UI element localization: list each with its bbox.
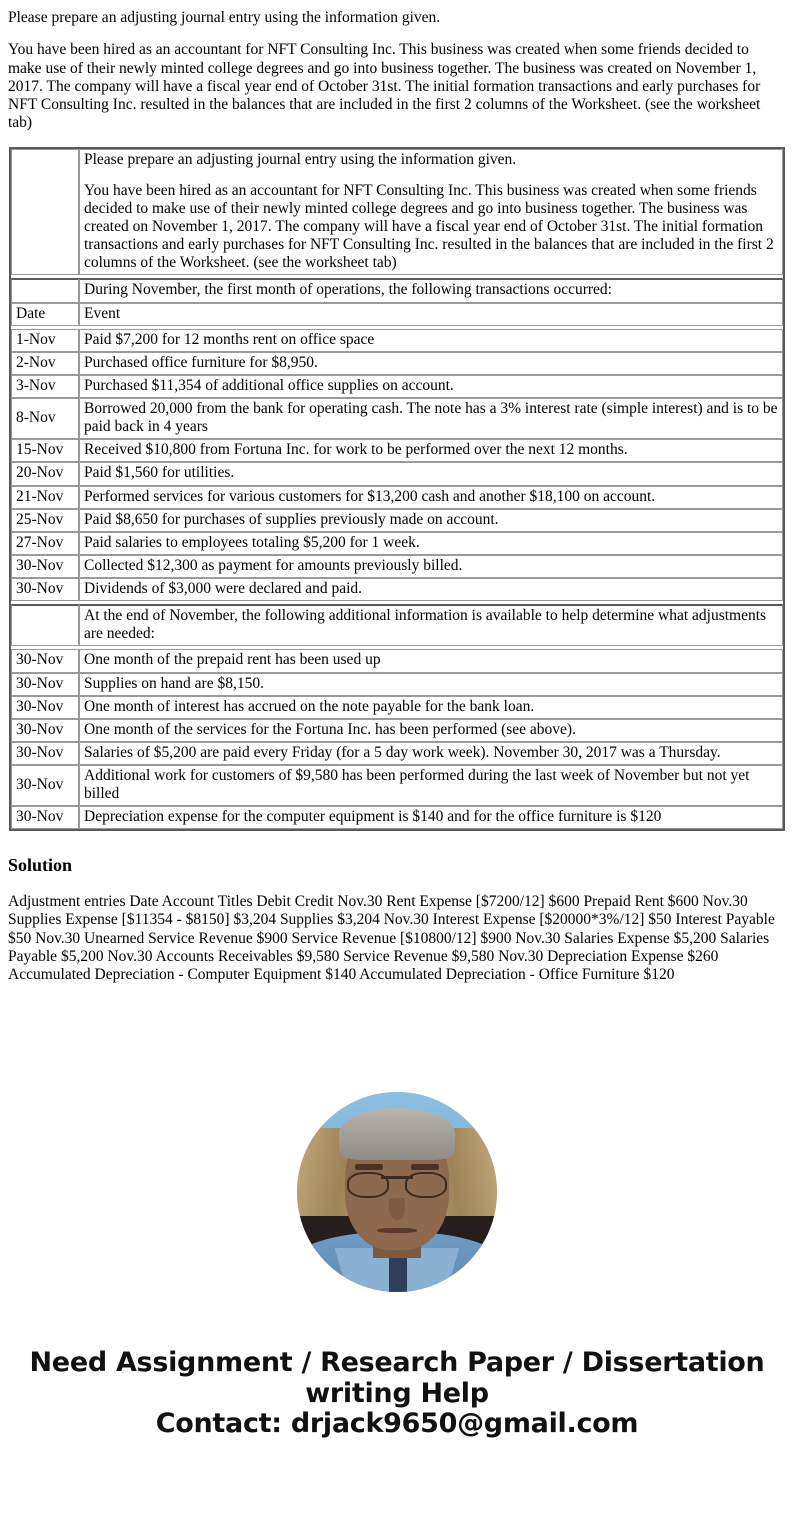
cell-event: Dividends of $3,000 were declared and paid. [79, 578, 783, 601]
table-row [11, 555, 783, 578]
table-row [11, 439, 783, 462]
cell-date: 15-Nov [11, 439, 79, 462]
cell-date: 30-Nov [11, 649, 79, 672]
avatar-eyebrow-right [411, 1164, 439, 1170]
cta-line-3: Contact: drjack9650@gmail.com [155, 1407, 639, 1439]
intro-paragraph-1: Please prepare an adjusting journal entry using the information given. [8, 9, 441, 26]
table-row [11, 649, 783, 672]
avatar [297, 1092, 497, 1292]
cell-date: 30-Nov [11, 719, 79, 742]
table-row [11, 806, 783, 829]
cell-date: 1-Nov [11, 329, 79, 352]
table-row [11, 673, 783, 696]
table-row [11, 765, 783, 806]
cell-event: One month of interest has accrued on the note payable for the bank loan. [79, 696, 783, 719]
cell-event: Performed services for various customers for $13,200 cash and another $18,100 on account. [79, 486, 783, 509]
cell-event: Additional work for customers of $9,580 has been performed during the last week of November but not yet billed [79, 765, 783, 806]
transactions-section [11, 329, 783, 602]
cta-block [8, 1348, 786, 1439]
table-row [11, 578, 783, 601]
cell-event: Salaries of $5,200 are paid every Friday (for a 5 day work week). November 30, 2017 was a Thursday. [79, 742, 783, 765]
during-date-cell [11, 278, 79, 302]
cell-event: Collected $12,300 as payment for amounts previously billed. [79, 555, 783, 578]
cell-event: Paid $8,650 for purchases of supplies previously made on account. [79, 509, 783, 532]
document-page [0, 9, 794, 1439]
avatar-eyebrow-left [355, 1164, 383, 1170]
avatar-container [8, 1092, 786, 1292]
table-row-adjustments-note [11, 604, 783, 646]
table-row [11, 742, 783, 765]
cell-date: 30-Nov [11, 578, 79, 601]
cell-date: 20-Nov [11, 462, 79, 485]
avatar-tie [389, 1252, 407, 1292]
table-row [11, 352, 783, 375]
cell-date: 30-Nov [11, 742, 79, 765]
cell-date: 25-Nov [11, 509, 79, 532]
cell-date: 30-Nov [11, 673, 79, 696]
solution-body: Adjustment entries Date Account Titles Debit Credit Nov.30 Rent Expense [$7200/12] $600 Prepaid Rent $600 Nov.30 Supplies Expense [$11354 - $8150] $3,204 Supplies $3,204 Nov.30 Interest Expense [$20000*3%/12] $50 Interest Payable $50 Nov.30 Unearned Service Revenue $900 Service Revenue [$10800/12] $900 Nov.30 Salaries Expense $5,200 Salaries Payable $5,200 Nov.30 Accounts Receivables $9,580 Service Revenue $9,580 Nov.30 Depreciation Expense $260 Accumulated Depreciation - Computer Equipment $140 Accumulated Depreciation - Office Furniture $120 [8, 893, 775, 984]
cell-event: Depreciation expense for the computer equipment is $140 and for the office furniture is $120 [79, 806, 783, 829]
intro-event-cell [79, 149, 783, 276]
cell-date: 2-Nov [11, 352, 79, 375]
cell-event: Purchased office furniture for $8,950. [79, 352, 783, 375]
cell-date: 21-Nov [11, 486, 79, 509]
table-row [11, 696, 783, 719]
cell-date: 3-Nov [11, 375, 79, 398]
intro-cell-line-2: You have been hired as an accountant for NFT Consulting Inc. This business was created when some friends decided to make use of their newly minted college degrees and go into business together. The business was created on November 1, 2017. The company will have a fiscal year end of October 31st. The initial formation transactions and early purchases for NFT Consulting Inc. resulted in the balances that are included in the first 2 columns of the Worksheet. (see the worksheet tab) [84, 181, 774, 272]
adjustments-section [11, 649, 783, 829]
cta-line-1: Need Assignment / Research Paper / Dissertation [29, 1347, 765, 1379]
cell-date: 27-Nov [11, 532, 79, 555]
cta-line-2: writing Help [305, 1377, 489, 1409]
avatar-hair [339, 1108, 455, 1160]
cell-event: Borrowed 20,000 from the bank for operating cash. The note has a 3% interest rate (simple interest) and is to be paid back in 4 years [79, 398, 783, 439]
column-header-event: Event [79, 303, 783, 326]
table-row [11, 486, 783, 509]
cell-event: Supplies on hand are $8,150. [79, 673, 783, 696]
table-row [11, 462, 783, 485]
table-header-row [11, 303, 783, 326]
cell-date: 30-Nov [11, 696, 79, 719]
column-header-date: Date [11, 303, 79, 326]
cell-event: One month of the services for the Fortuna Inc. has been performed (see above). [79, 719, 783, 742]
table-row [11, 509, 783, 532]
cell-date: 8-Nov [11, 398, 79, 439]
cell-event: Received $10,800 from Fortuna Inc. for work to be performed over the next 12 months. [79, 439, 783, 462]
cell-date: 30-Nov [11, 555, 79, 578]
cell-date: 30-Nov [11, 806, 79, 829]
table-row [11, 375, 783, 398]
solution-heading: Solution [8, 855, 73, 876]
avatar-glasses-bridge [381, 1176, 413, 1178]
intro-cell-line-1: Please prepare an adjusting journal entry using the information given. [84, 150, 517, 168]
intro-date-cell [11, 149, 79, 276]
table-row [11, 719, 783, 742]
table-row [11, 398, 783, 439]
cell-event: Paid $1,560 for utilities. [79, 462, 783, 485]
adjustments-note-date-cell [11, 604, 79, 646]
problem-table [9, 147, 785, 832]
cell-event: Purchased $11,354 of additional office supplies on account. [79, 375, 783, 398]
cell-event: Paid salaries to employees totaling $5,200 for 1 week. [79, 532, 783, 555]
table-row-intro [11, 149, 783, 276]
adjustments-note-event-cell: At the end of November, the following additional information is available to help determine what adjustments are needed: [79, 604, 783, 646]
table-row [11, 329, 783, 352]
cell-event: Paid $7,200 for 12 months rent on office space [79, 329, 783, 352]
during-event-cell: During November, the first month of operations, the following transactions occurred: [79, 278, 783, 302]
cell-event: One month of the prepaid rent has been used up [79, 649, 783, 672]
table-row-during-november [11, 278, 783, 302]
table-row [11, 532, 783, 555]
cell-date: 30-Nov [11, 765, 79, 806]
intro-paragraph-2: You have been hired as an accountant for NFT Consulting Inc. This business was created when some friends decided to make use of their newly minted college degrees and go into business together. The business was created on November 1, 2017. The company will have a fiscal year end of October 31st. The initial formation transactions and early purchases for NFT Consulting Inc. resulted in the balances that are included in the first 2 columns of the Worksheet. (see the worksheet tab) [8, 41, 761, 132]
